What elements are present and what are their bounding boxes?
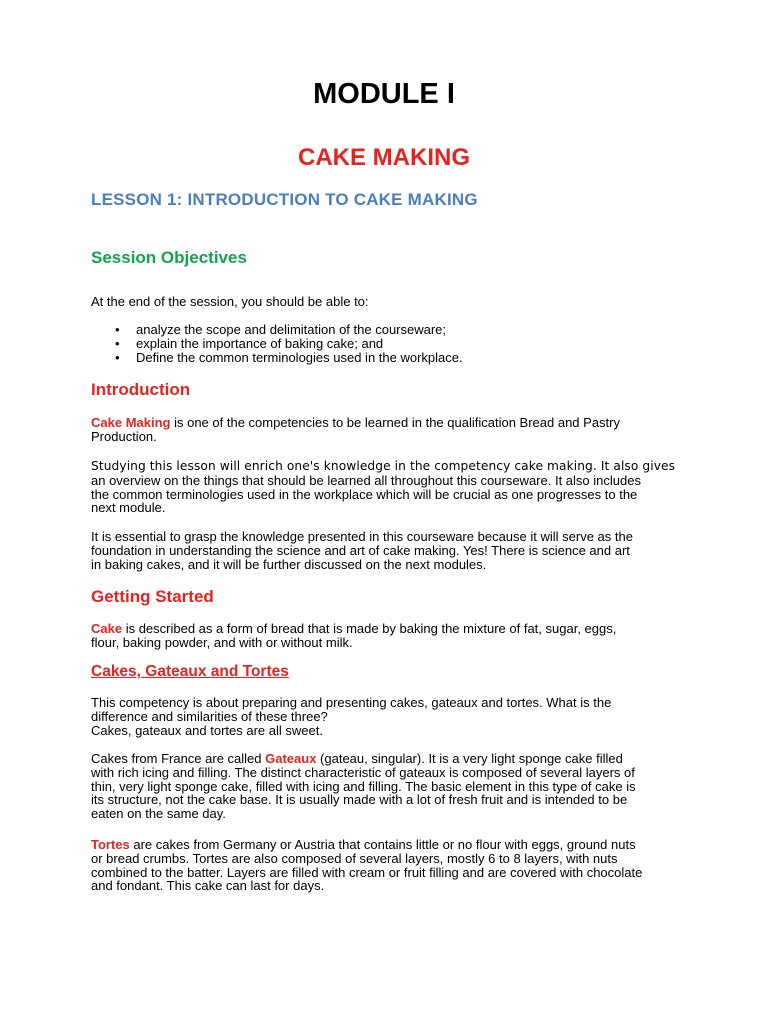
getting-started-heading: Getting Started (91, 587, 214, 606)
paragraph-text: an overview on the things that should be learned all throughout this courseware. It also includes (91, 472, 641, 488)
paragraph-text: in baking cakes, and it will be further discussed on the next modules. (91, 556, 487, 572)
bullet-icon: • (115, 335, 120, 351)
module-title: MODULE I (313, 78, 455, 110)
objective-text: Define the common terminologies used in the workplace. (136, 349, 463, 365)
paragraph-text: difference and similarities of these three? (91, 708, 328, 724)
lesson-title: LESSON 1: INTRODUCTION TO CAKE MAKING (91, 190, 478, 209)
paragraph-text: Cakes, gateaux and tortes are all sweet. (91, 722, 323, 738)
introduction-paragraph-3 (91, 530, 681, 571)
cakes-paragraph-1 (91, 696, 681, 737)
paragraph-text: is one of the competencies to be learned in the qualification Bread and Pastry (170, 415, 620, 430)
paragraph-text: eaten on the same day. (91, 806, 226, 822)
objectives-list (91, 323, 463, 364)
paragraph-text: It is essential to grasp the knowledge presented in this courseware because it will serve as the (91, 529, 633, 544)
list-item (91, 323, 463, 337)
paragraph-text: is described as a form of bread that is made by baking the mixture of fat, sugar, eggs, (122, 621, 617, 636)
objectives-intro: At the end of the session, you should be able to: (91, 294, 369, 309)
objective-text: analyze the scope and delimitation of the courseware; (136, 322, 447, 337)
paragraph-text: Production. (91, 428, 157, 444)
paragraph-text: with rich icing and filling. The distinct characteristic of gateaux is composed of several layers of (91, 764, 635, 780)
paragraph-text: or bread crumbs. Tortes are also composed of several layers, mostly 6 to 8 layers, with nuts (91, 850, 618, 866)
list-item (91, 337, 463, 351)
paragraph-text: thin, very light sponge cake, filled with icing and filling. The basic element in this type of cake is (91, 778, 636, 794)
list-item (91, 351, 463, 365)
paragraph-text: Cakes from France are called (91, 751, 266, 766)
session-objectives-heading: Session Objectives (91, 248, 247, 267)
paragraph-text: foundation in understanding the science and art of cake making. Yes! There is science and art (91, 542, 630, 558)
cake-making-title: CAKE MAKING (298, 144, 470, 171)
paragraph-text: next module. (91, 500, 166, 516)
paragraph-text: flour, baking powder, and with or without milk. (91, 634, 353, 650)
paragraph-text: (gateau, singular). It is a very light sponge cake filled (316, 751, 623, 766)
paragraph-text: are cakes from Germany or Austria that contains little or no flour with eggs, ground nuts (129, 837, 636, 852)
paragraph-text: and fondant. This cake can last for days. (91, 878, 325, 894)
bullet-icon: • (115, 322, 120, 337)
paragraph-text: its structure, not the cake base. It is usually made with a lot of fresh fruit and is intended to be (91, 792, 628, 808)
introduction-heading: Introduction (91, 380, 191, 399)
gateaux-paragraph (91, 752, 681, 821)
getting-started-paragraph (91, 622, 681, 650)
objective-text: explain the importance of baking cake; and (136, 335, 384, 351)
paragraph-text: combined to the batter. Layers are filled with cream or fruit filling and are covered with chocolate (91, 864, 643, 880)
keyword-tortes: Tortes (91, 837, 130, 852)
cakes-gateaux-tortes-heading: Cakes, Gateaux and Tortes (91, 663, 289, 680)
tortes-paragraph (91, 838, 681, 893)
bullet-icon: • (115, 349, 120, 365)
paragraph-text: This competency is about preparing and presenting cakes, gateaux and tortes. What is the (91, 695, 612, 710)
keyword-gateaux: Gateaux (265, 751, 317, 766)
paragraph-text: the common terminologies used in the workplace which will be crucial as one progresses to the (91, 486, 638, 502)
keyword-cake: Cake (91, 621, 123, 636)
introduction-paragraph-1 (91, 416, 681, 444)
introduction-paragraph-2 (91, 459, 681, 515)
keyword-cake-making: Cake Making (91, 415, 171, 430)
paragraph-text: Studying this lesson will enrich one's knowledge in the competency cake making. It also gives (91, 459, 676, 473)
